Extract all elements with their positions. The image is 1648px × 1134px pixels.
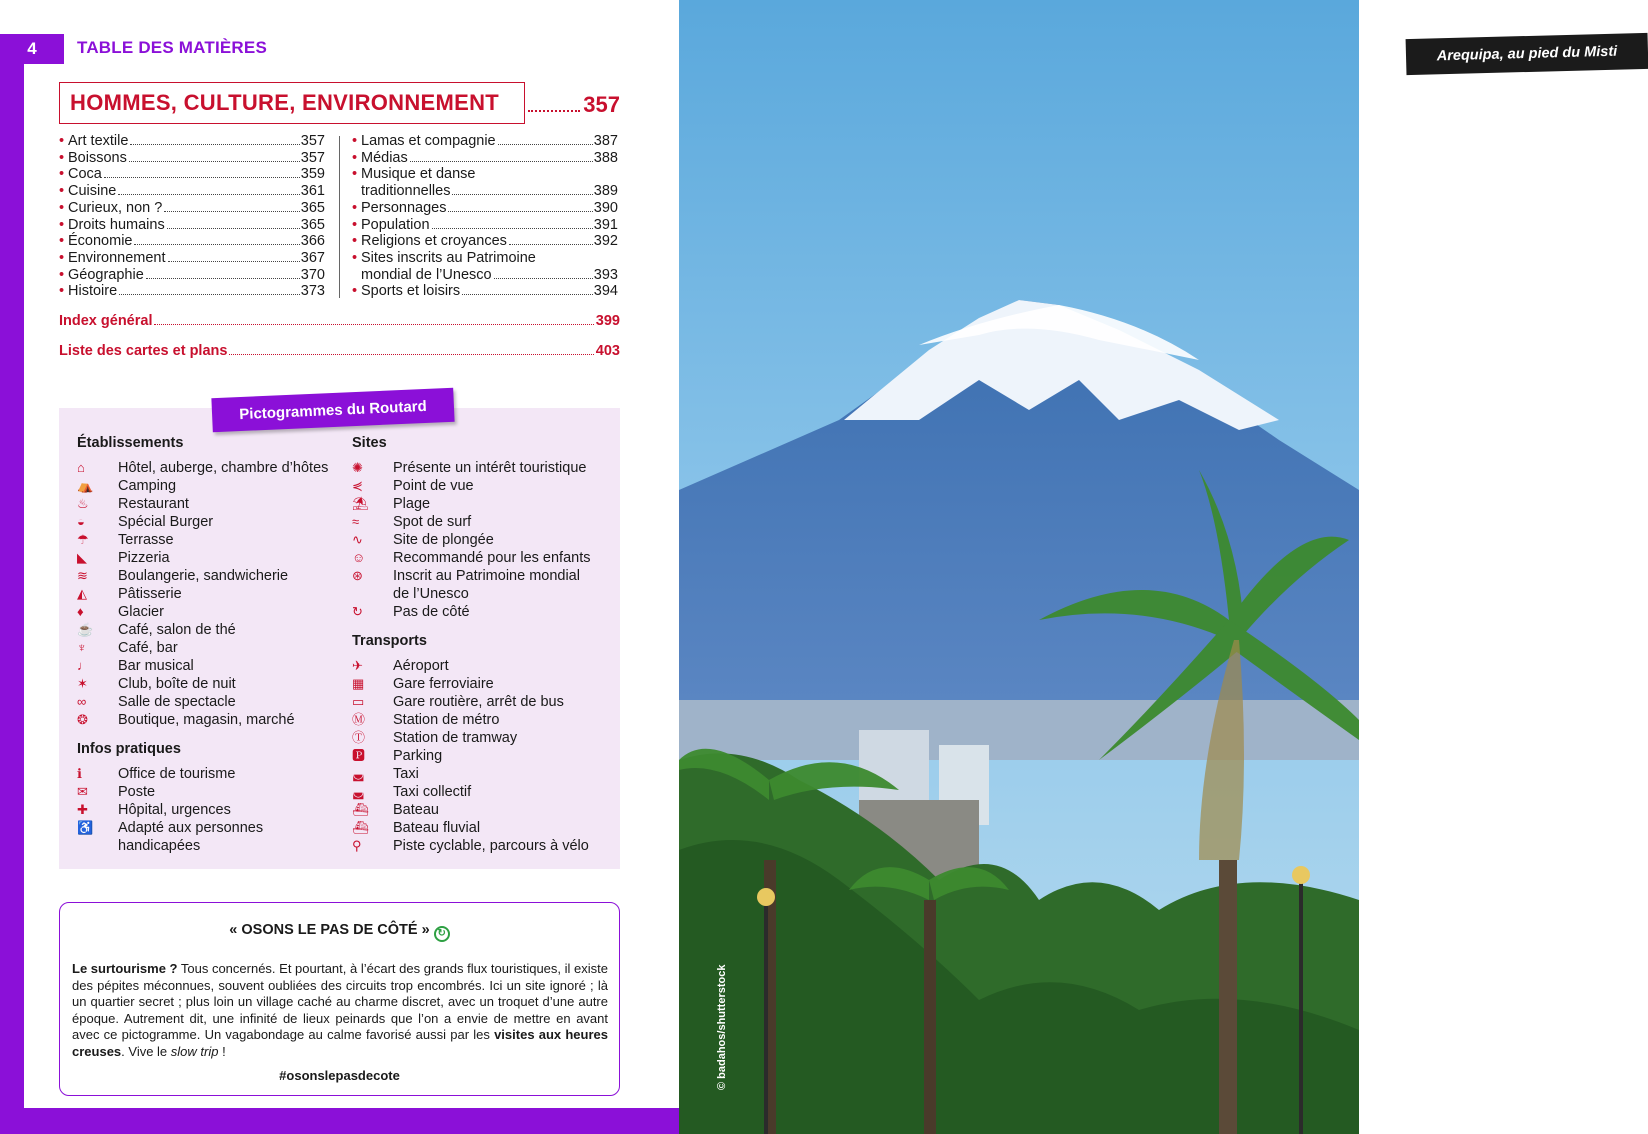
left-page: [0, 0, 679, 1134]
legend-item: [352, 459, 590, 477]
sites-heading: Sites: [352, 435, 387, 451]
legend-item: [352, 531, 590, 549]
toc-entry[interactable]: • Environnement 367: [59, 249, 325, 266]
legend-item: [77, 513, 328, 531]
icecream-icon: ♦: [77, 604, 84, 619]
legend-item: [77, 801, 263, 819]
legend-item: [352, 477, 590, 495]
toc-entry-label: Religions et croyances: [361, 233, 507, 250]
toc-entry-label: Lamas et compagnie: [361, 133, 496, 149]
legend-item: [77, 675, 328, 693]
pictogram-legend-box: [59, 408, 620, 869]
restaurant-icon: ♨: [77, 496, 89, 511]
legend-item: [352, 495, 590, 513]
toc-entry[interactable]: • Population 391: [352, 216, 618, 233]
legend-item: [352, 567, 590, 585]
sites-list: [352, 459, 590, 621]
legend-label: Boutique, magasin, marché: [118, 712, 295, 728]
legend-item: [77, 459, 328, 477]
osons-text: Le surtourisme ? Tous concernés. Et pourtant, à l’écart des grands flux touristiques, il existe des pépites méconnues, souvent oubliées des circuits trop encombrés. Ici un site ignoré ; là un quartier secret ; plus loin un village caché au charme discret, avec un troquet d’une autre époque. Autrement dit, une infinité de lieux peinards que l’on a envie de mettre en avant avec ce pictogramme. Un vagabondage au calme favorisé aussi par les visites aux heures creuses. Vive le slow trip !: [72, 961, 609, 1059]
toc-header: TABLE DES MATIÈRES: [77, 38, 267, 57]
section-page-number: 357: [583, 92, 620, 117]
taxi-icon: ◛: [352, 766, 365, 781]
index-entry-page: 399: [595, 313, 620, 329]
legend-item: [77, 819, 263, 837]
legend-item: [352, 693, 589, 711]
legend-label: Parking: [393, 748, 443, 764]
legend-label: Spécial Burger: [118, 514, 214, 530]
legend-item: [352, 711, 589, 729]
toc-entry-page: 393: [593, 266, 618, 283]
toc-entry-page: 388: [593, 149, 618, 166]
post-icon: ✉: [77, 784, 88, 799]
photo-credit: © badahos/shutterstock: [716, 964, 728, 1090]
toc-entry-page: 373: [300, 283, 325, 300]
legend-label: Station de métro: [393, 712, 500, 728]
legend-item: [77, 621, 328, 639]
airport-icon: ✈: [352, 658, 363, 673]
toc-entry-label: Curieux, non ?: [68, 199, 163, 216]
legend-label: Adapté aux personnes: [118, 820, 264, 836]
toc-entry-label: Sites inscrits au Patrimoine: [361, 249, 536, 266]
toc-entry-label-cont: traditionnelles: [361, 183, 451, 200]
legend-label: Inscrit au Patrimoine mondial: [393, 568, 580, 584]
tourist-office-icon: ℹ: [77, 766, 82, 781]
camping-icon: ⛺: [77, 478, 94, 493]
toc-entry-label: Musique et danse: [361, 166, 476, 183]
legend-label: Bateau: [393, 802, 439, 818]
legend-item: [77, 783, 263, 801]
legend-label: Pizzeria: [118, 550, 170, 566]
legend-label: Aéroport: [393, 658, 449, 674]
legend-label: Pâtisserie: [118, 586, 182, 602]
legend-item: [352, 675, 589, 693]
legend-label: Recommandé pour les enfants: [393, 550, 591, 566]
maps-entry[interactable]: [59, 343, 620, 359]
toc-entry[interactable]: • Géographie 370: [59, 266, 325, 283]
toc-entry-label: Boissons: [68, 149, 127, 166]
burger-icon: ◒: [77, 514, 85, 529]
hotel-icon: ⌂: [77, 460, 85, 475]
legend-label: Bar musical: [118, 658, 194, 674]
toc-entry[interactable]: • Religions et croyances 392: [352, 233, 618, 250]
legend-label: Poste: [118, 784, 156, 800]
legend-item: [352, 603, 590, 621]
infos-list: [77, 765, 263, 855]
toc-entry-page: 365: [300, 199, 325, 216]
legend-label: Glacier: [118, 604, 164, 620]
toc-entry[interactable]: • Coca 359: [59, 166, 325, 183]
toc-entry-label: Sports et loisirs: [361, 283, 461, 300]
legend-label: Boulangerie, sandwicherie: [118, 568, 289, 584]
transports-heading: Transports: [352, 633, 427, 649]
legend-item-cont: [352, 585, 590, 603]
section-title: HOMMES, CULTURE, ENVIRONNEMENT: [70, 90, 500, 115]
accessible-icon: ♿: [77, 820, 94, 835]
boat-icon: ⛴: [352, 802, 369, 817]
club-icon: ✶: [77, 676, 88, 691]
legend-item: [352, 657, 589, 675]
music-icon: ♩: [77, 658, 90, 673]
legend-item: [77, 495, 328, 513]
legend-label: Point de vue: [393, 478, 474, 494]
toc-entry-label: Droits humains: [68, 216, 165, 233]
legend-item: [77, 531, 328, 549]
legend-label: Camping: [118, 478, 177, 494]
photo-page: [679, 0, 1618, 1134]
toc-entry-label: Personnages: [361, 199, 447, 216]
legend-label-cont: de l’Unesco: [393, 586, 469, 602]
toc-entry[interactable]: • Médias 388: [352, 149, 618, 166]
legend-item-cont: [77, 837, 263, 855]
legend-item: [352, 837, 589, 855]
theater-icon: ∞: [77, 694, 87, 709]
terrace-icon: ☂: [77, 532, 89, 547]
legend-label: Présente un intérêt touristique: [393, 460, 587, 476]
legend-label: Hôpital, urgences: [118, 802, 231, 818]
toc-entry-page: 365: [300, 216, 325, 233]
legend-item: [77, 603, 328, 621]
osons-hashtag: #osonslepasdecote: [279, 1068, 400, 1083]
toc-entry[interactable]: • Histoire 373: [59, 283, 325, 300]
toc-entry-label: Population: [361, 216, 430, 233]
legend-item: [352, 801, 589, 819]
legend-label: Pas de côté: [393, 604, 470, 620]
legend-label: Café, salon de thé: [118, 622, 236, 638]
toc-entry[interactable]: • Musique et danse traditionnelles 389: [352, 166, 618, 200]
legend-item: [77, 585, 328, 603]
toc-column-right: [352, 133, 618, 300]
purple-margin-bar: [0, 34, 24, 1134]
toc-entry-page: 366: [300, 233, 325, 250]
toc-entry[interactable]: • Personnages 390: [352, 199, 618, 216]
toc-entry-page: 361: [300, 183, 325, 200]
toc-entry-label-cont: mondial de l’Unesco: [361, 266, 492, 283]
toc-entry[interactable]: • Sports et loisirs 394: [352, 283, 618, 300]
train-icon: ▦: [352, 676, 365, 691]
photo-arequipa-misti: [679, 0, 1359, 1134]
legend-item: [352, 765, 589, 783]
toc-entry[interactable]: • Droits humains 365: [59, 216, 325, 233]
etablissements-heading: Établissements: [77, 435, 184, 451]
bakery-icon: ≋: [77, 568, 88, 583]
legend-label: Restaurant: [118, 496, 189, 512]
pizza-icon: ◣: [77, 550, 87, 565]
legend-item: [77, 693, 328, 711]
interest-icon: ✺: [352, 460, 363, 475]
maps-entry-label: Liste des cartes et plans: [59, 343, 228, 359]
index-entry[interactable]: [59, 313, 620, 329]
legend-label: Gare routière, arrêt de bus: [393, 694, 564, 710]
legend-label: Taxi: [393, 766, 419, 782]
kids-icon: ☺: [352, 550, 366, 565]
legend-item: [77, 765, 263, 783]
unesco-icon: ⊛: [352, 568, 363, 583]
transports-list: [352, 657, 589, 855]
toc-entry-label: Médias: [361, 149, 408, 166]
legend-label: Bateau fluvial: [393, 820, 481, 836]
section-title-box[interactable]: [59, 82, 525, 124]
viewpoint-icon: ⋞: [352, 478, 363, 493]
toc-entry-page: 392: [593, 233, 618, 250]
legend-label: Plage: [393, 496, 431, 512]
toc-entry-label: Cuisine: [68, 183, 117, 200]
shared-taxi-icon: ◛: [352, 784, 365, 799]
toc-entry-label: Histoire: [68, 283, 118, 300]
toc-entry[interactable]: • Lamas et compagnie 387: [352, 133, 618, 149]
shop-icon: ❂: [77, 712, 88, 727]
legend-item: [352, 783, 589, 801]
legend-item: [77, 477, 328, 495]
legend-label: Salle de spectacle: [118, 694, 236, 710]
beach-icon: ⛱: [352, 496, 369, 511]
toc-entry-page: 367: [300, 249, 325, 266]
toc-entry-label: Environnement: [68, 249, 166, 266]
toc-entry-page: 357: [300, 149, 325, 166]
toc-entry[interactable]: • Curieux, non ? 365: [59, 199, 325, 216]
parking-icon: 🅿: [352, 748, 366, 763]
legend-item: [352, 549, 590, 567]
legend-label: Office de tourisme: [118, 766, 236, 782]
river-boat-icon: ⛴: [352, 820, 369, 835]
osons-box: [59, 902, 620, 1096]
metro-icon: Ⓜ: [352, 712, 366, 727]
photo-caption: Arequipa, au pied du Misti: [1406, 33, 1648, 75]
legend-label: Gare ferroviaire: [393, 676, 494, 692]
osons-title: « OSONS LE PAS DE CÔTÉ » ↻: [60, 922, 619, 942]
etablissements-list: [77, 459, 328, 729]
legend-item: [77, 639, 328, 657]
legend-label: Taxi collectif: [393, 784, 472, 800]
purple-bottom-bar: [0, 1108, 679, 1134]
pictogram-banner: Pictogrammes du Routard: [211, 388, 454, 433]
bus-icon: ▭: [352, 694, 365, 709]
toc-entry[interactable]: • Boissons 357: [59, 149, 325, 166]
legend-item: [77, 711, 328, 729]
legend-label: Piste cyclable, parcours à vélo: [393, 838, 589, 854]
legend-label: Hôtel, auberge, chambre d’hôtes: [118, 460, 329, 476]
section-page-ref: [528, 92, 620, 118]
legend-item: [77, 567, 328, 585]
toc-entry-label: Économie: [68, 233, 133, 250]
toc-entry-page: 357: [300, 133, 325, 149]
toc-column-left: [59, 133, 325, 300]
toc-entry-page: 391: [593, 216, 618, 233]
toc-entry-page: 394: [593, 283, 618, 300]
legend-item: [352, 747, 589, 765]
index-entry-label: Index général: [59, 313, 153, 329]
legend-label: Station de tramway: [393, 730, 518, 746]
toc-entry-page: 370: [300, 266, 325, 283]
hospital-icon: ✚: [77, 802, 88, 817]
tea-icon: ☕: [77, 622, 94, 637]
toc-entry-page: 359: [300, 166, 325, 183]
surf-icon: ≈: [352, 514, 360, 529]
legend-item: [77, 657, 328, 675]
diving-icon: ∿: [352, 532, 363, 547]
tram-icon: Ⓣ: [352, 730, 366, 745]
offbeat-icon: ↻: [434, 926, 450, 942]
legend-label: Terrasse: [118, 532, 174, 548]
legend-item: [77, 549, 328, 567]
legend-label: Site de plongée: [393, 532, 494, 548]
toc-entry-label: Coca: [68, 166, 102, 183]
page-number: 4: [0, 34, 64, 64]
legend-item: [352, 729, 589, 747]
maps-entry-page: 403: [595, 343, 620, 359]
legend-label: Café, bar: [118, 640, 178, 656]
toc-entry-page: 390: [593, 199, 618, 216]
bike-icon: ⚲: [352, 838, 362, 853]
infos-heading: Infos pratiques: [77, 741, 181, 757]
offbeat-icon: ↻: [352, 604, 363, 619]
legend-item: [352, 819, 589, 837]
toc-entry-page: 389: [593, 183, 618, 200]
legend-item: [352, 513, 590, 531]
toc-entry-page: 387: [593, 133, 618, 149]
toc-divider: [339, 136, 340, 298]
toc-entry-label: Géographie: [68, 266, 144, 283]
toc-entry-label: Art textile: [68, 133, 129, 149]
toc-entry[interactable]: • Économie 366: [59, 233, 325, 250]
pastry-icon: ◭: [77, 586, 87, 601]
toc-entry[interactable]: • Cuisine 361: [59, 183, 325, 200]
toc-entry[interactable]: • Sites inscrits au Patrimoine mondial de l’Unesco 393: [352, 249, 618, 283]
legend-label-cont: handicapées: [118, 838, 201, 854]
bar-icon: ♆: [77, 640, 87, 655]
legend-label: Spot de surf: [393, 514, 472, 530]
toc-entry[interactable]: • Art textile 357: [59, 133, 325, 149]
legend-label: Club, boîte de nuit: [118, 676, 236, 692]
